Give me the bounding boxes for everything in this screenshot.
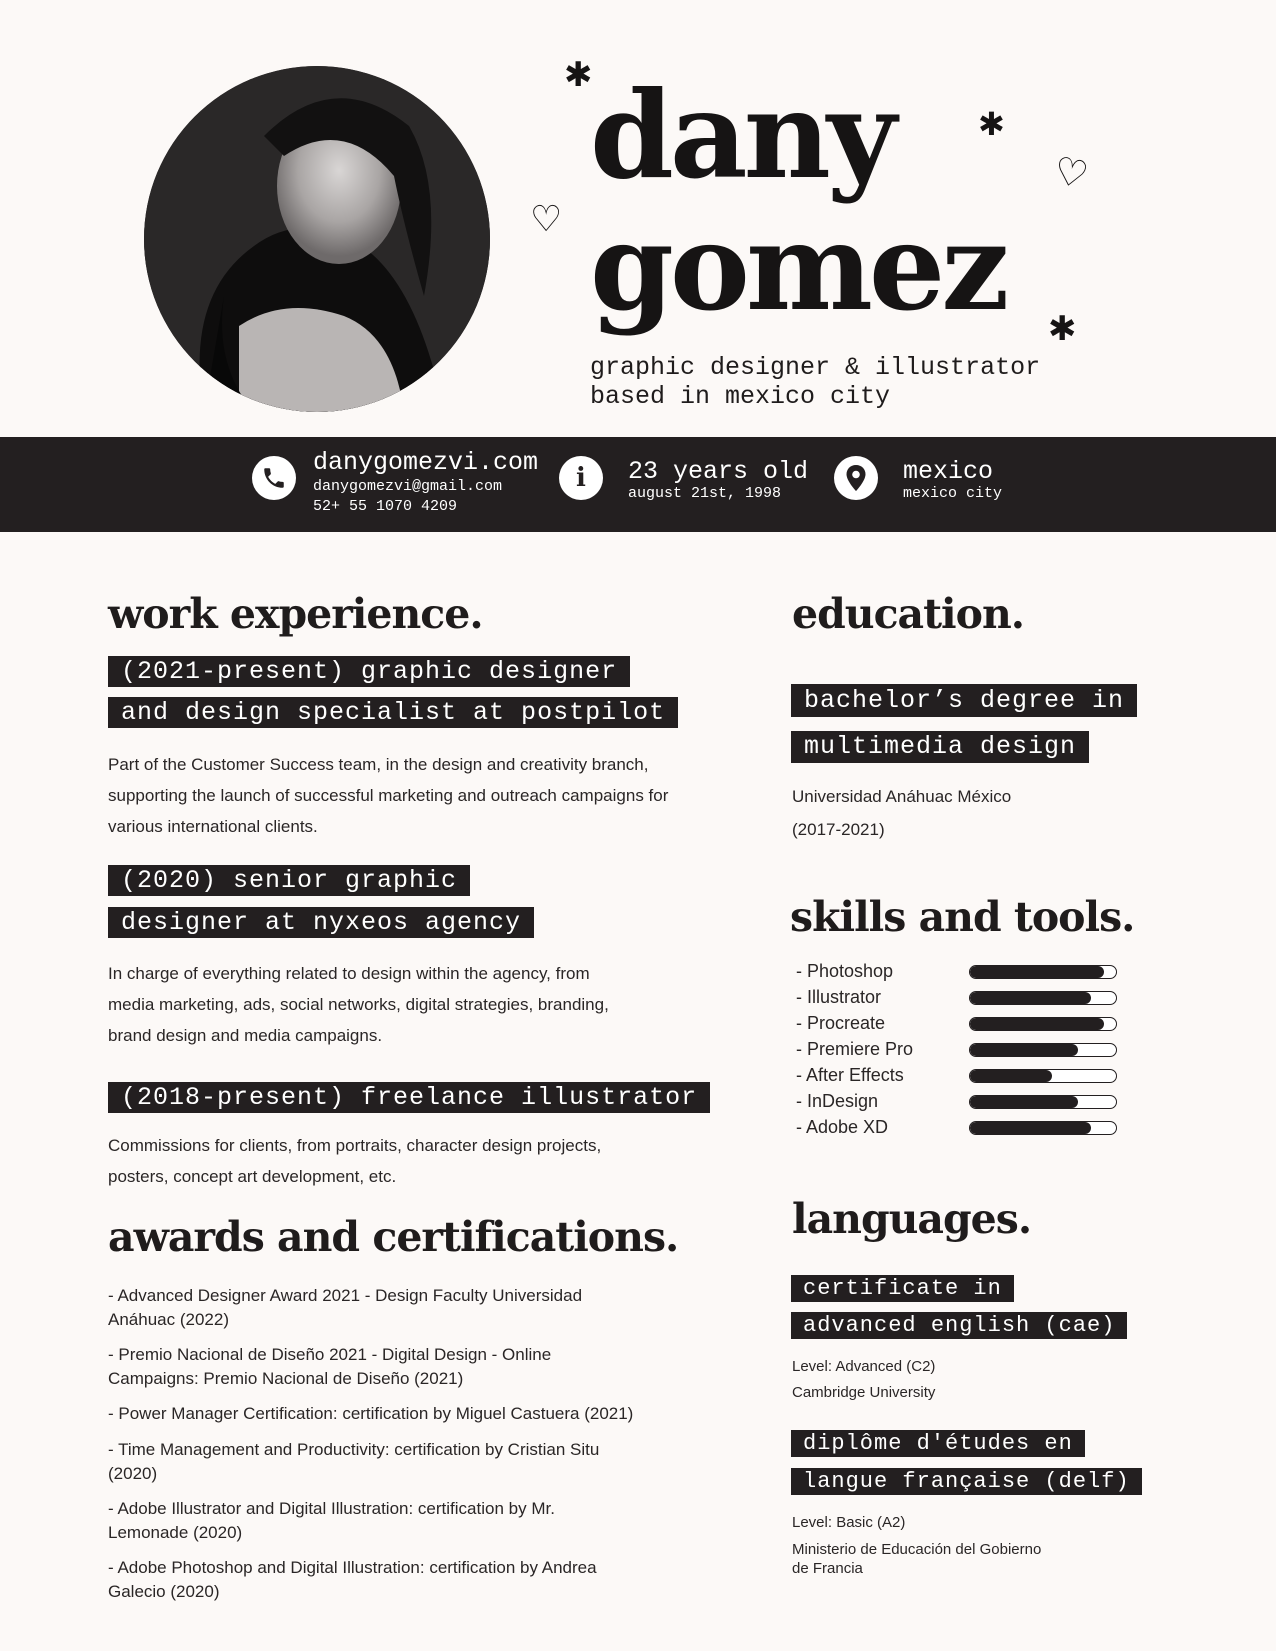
award-item — [108, 1438, 599, 1486]
award-line: Galecio (2020) — [108, 1582, 220, 1601]
award-line: - Adobe Photoshop and Digital Illustration: certification by Andrea — [108, 1558, 597, 1577]
portrait-image — [144, 66, 490, 412]
skill-label: - After Effects — [796, 1065, 904, 1085]
language-details — [792, 1510, 1041, 1578]
job-title-line: designer at nyxeos agency — [108, 907, 534, 938]
job-title-line: (2020) senior graphic — [108, 865, 470, 896]
job-description-line: media marketing, ads, social networks, digital strategies, branding, — [108, 995, 609, 1014]
job-description-line: posters, concept art development, etc. — [108, 1167, 397, 1186]
school-name: Universidad Anáhuac México — [792, 787, 1012, 806]
language-certificate-line: certificate in — [791, 1275, 1014, 1302]
language-details — [792, 1354, 935, 1406]
heart-doodle-icon: ♡ — [1049, 147, 1093, 199]
tagline-line: graphic designer & illustrator — [590, 353, 1041, 382]
location-pin-icon — [834, 456, 878, 500]
award-item — [108, 1343, 551, 1391]
degree-line: multimedia design — [791, 731, 1089, 763]
star-doodle-icon: ✱ — [564, 55, 593, 95]
skill-bar-track — [969, 1043, 1117, 1057]
tagline-line: based in mexico city — [590, 382, 891, 411]
language-certificate-line: langue française (delf) — [791, 1468, 1142, 1495]
award-item — [108, 1284, 582, 1332]
profile-photo — [144, 66, 490, 412]
heart-doodle-icon: ♡ — [530, 199, 563, 240]
skill-bar-fill — [970, 1018, 1104, 1030]
skill-bar-track — [969, 1095, 1117, 1109]
skills-list — [796, 958, 1126, 1148]
phone-number[interactable]: 52+ 55 1070 4209 — [313, 498, 458, 515]
skill-bar-track — [969, 1069, 1117, 1083]
city: mexico city — [903, 485, 1003, 502]
job-description — [108, 749, 668, 842]
skill-bar-fill — [970, 1096, 1078, 1108]
degree-line: bachelor’s degree in — [791, 684, 1137, 717]
skill-bar-track — [969, 1017, 1117, 1031]
phone-icon — [252, 456, 296, 500]
first-name: dany — [590, 65, 893, 206]
job-description-line: brand design and media campaigns. — [108, 1026, 383, 1045]
job-title-line: (2021-present) graphic designer — [108, 656, 630, 687]
job-description — [108, 1130, 601, 1192]
award-line: - Advanced Designer Award 2021 - Design Faculty Universidad — [108, 1286, 583, 1305]
skill-bar-fill — [970, 1122, 1091, 1134]
age: 23 years old — [628, 457, 809, 486]
job-title-line: and design specialist at postpilot — [108, 697, 678, 728]
language-certificate-line: diplôme d'études en — [791, 1430, 1085, 1457]
skill-label: - InDesign — [796, 1091, 879, 1111]
languages-heading: languages. — [792, 1195, 1032, 1243]
website-link[interactable]: danygomezvi.com — [313, 448, 539, 477]
award-line: - Premio Nacional de Diseño 2021 - Digital Design - Online — [108, 1345, 552, 1364]
info-icon: i — [559, 456, 603, 500]
contact-bar — [0, 437, 1276, 532]
star-doodle-icon: ✱ — [1048, 309, 1077, 349]
skill-bar-track — [969, 1121, 1117, 1135]
award-line: Anáhuac (2022) — [108, 1310, 229, 1329]
email-link[interactable]: danygomezvi@gmail.com — [313, 478, 503, 495]
job-description — [108, 958, 609, 1051]
job-description-line: Commissions for clients, from portraits, character design projects, — [108, 1136, 602, 1155]
language-issuer: Cambridge University — [792, 1384, 936, 1401]
star-doodle-icon: ✱ — [978, 105, 1005, 143]
skill-bar-fill — [970, 992, 1091, 1004]
award-item — [108, 1402, 633, 1426]
job-title-line: (2018-present) freelance illustrator — [108, 1082, 710, 1113]
job-description-line: supporting the launch of successful marketing and outreach campaigns for — [108, 786, 669, 805]
education-heading: education. — [792, 590, 1025, 638]
skill-label: - Procreate — [796, 1013, 886, 1033]
job-description-line: Part of the Customer Success team, in the design and creativity branch, — [108, 755, 649, 774]
work-experience-heading: work experience. — [108, 590, 483, 638]
birthday: august 21st, 1998 — [628, 485, 782, 502]
award-line: - Power Manager Certification: certification by Miguel Castuera (2021) — [108, 1404, 634, 1423]
language-level: Level: Advanced (C2) — [792, 1358, 936, 1375]
skill-label: - Illustrator — [796, 987, 882, 1007]
language-issuer: Ministerio de Educación del Gobierno — [792, 1541, 1042, 1558]
country: mexico — [903, 457, 994, 486]
awards-heading: awards and certifications. — [108, 1213, 679, 1261]
award-line: Lemonade (2020) — [108, 1523, 243, 1542]
award-item — [108, 1497, 555, 1545]
language-certificate-line: advanced english (cae) — [791, 1312, 1127, 1339]
job-description-line: In charge of everything related to design within the agency, from — [108, 964, 590, 983]
skill-bar-track — [969, 991, 1117, 1005]
skill-label: - Adobe XD — [796, 1117, 889, 1137]
award-line: - Time Management and Productivity: certification by Cristian Situ — [108, 1440, 600, 1459]
award-line: (2020) — [108, 1464, 158, 1483]
skill-label: - Photoshop — [796, 961, 894, 981]
award-line: Campaigns: Premio Nacional de Diseño (2021) — [108, 1369, 464, 1388]
last-name: gomez — [590, 197, 1006, 338]
skill-bar-fill — [970, 1044, 1078, 1056]
skill-bar-track — [969, 965, 1117, 979]
skills-heading: skills and tools. — [790, 893, 1135, 941]
award-line: - Adobe Illustrator and Digital Illustration: certification by Mr. — [108, 1499, 555, 1518]
skill-bar-fill — [970, 966, 1104, 978]
skill-bar-fill — [970, 1070, 1052, 1082]
language-level: Level: Basic (A2) — [792, 1514, 906, 1531]
skill-label: - Premiere Pro — [796, 1039, 914, 1059]
job-description-line: various international clients. — [108, 817, 318, 836]
school-years: (2017-2021) — [792, 820, 885, 839]
tagline — [590, 353, 1040, 411]
award-item — [108, 1556, 597, 1604]
language-issuer: de Francia — [792, 1560, 863, 1577]
